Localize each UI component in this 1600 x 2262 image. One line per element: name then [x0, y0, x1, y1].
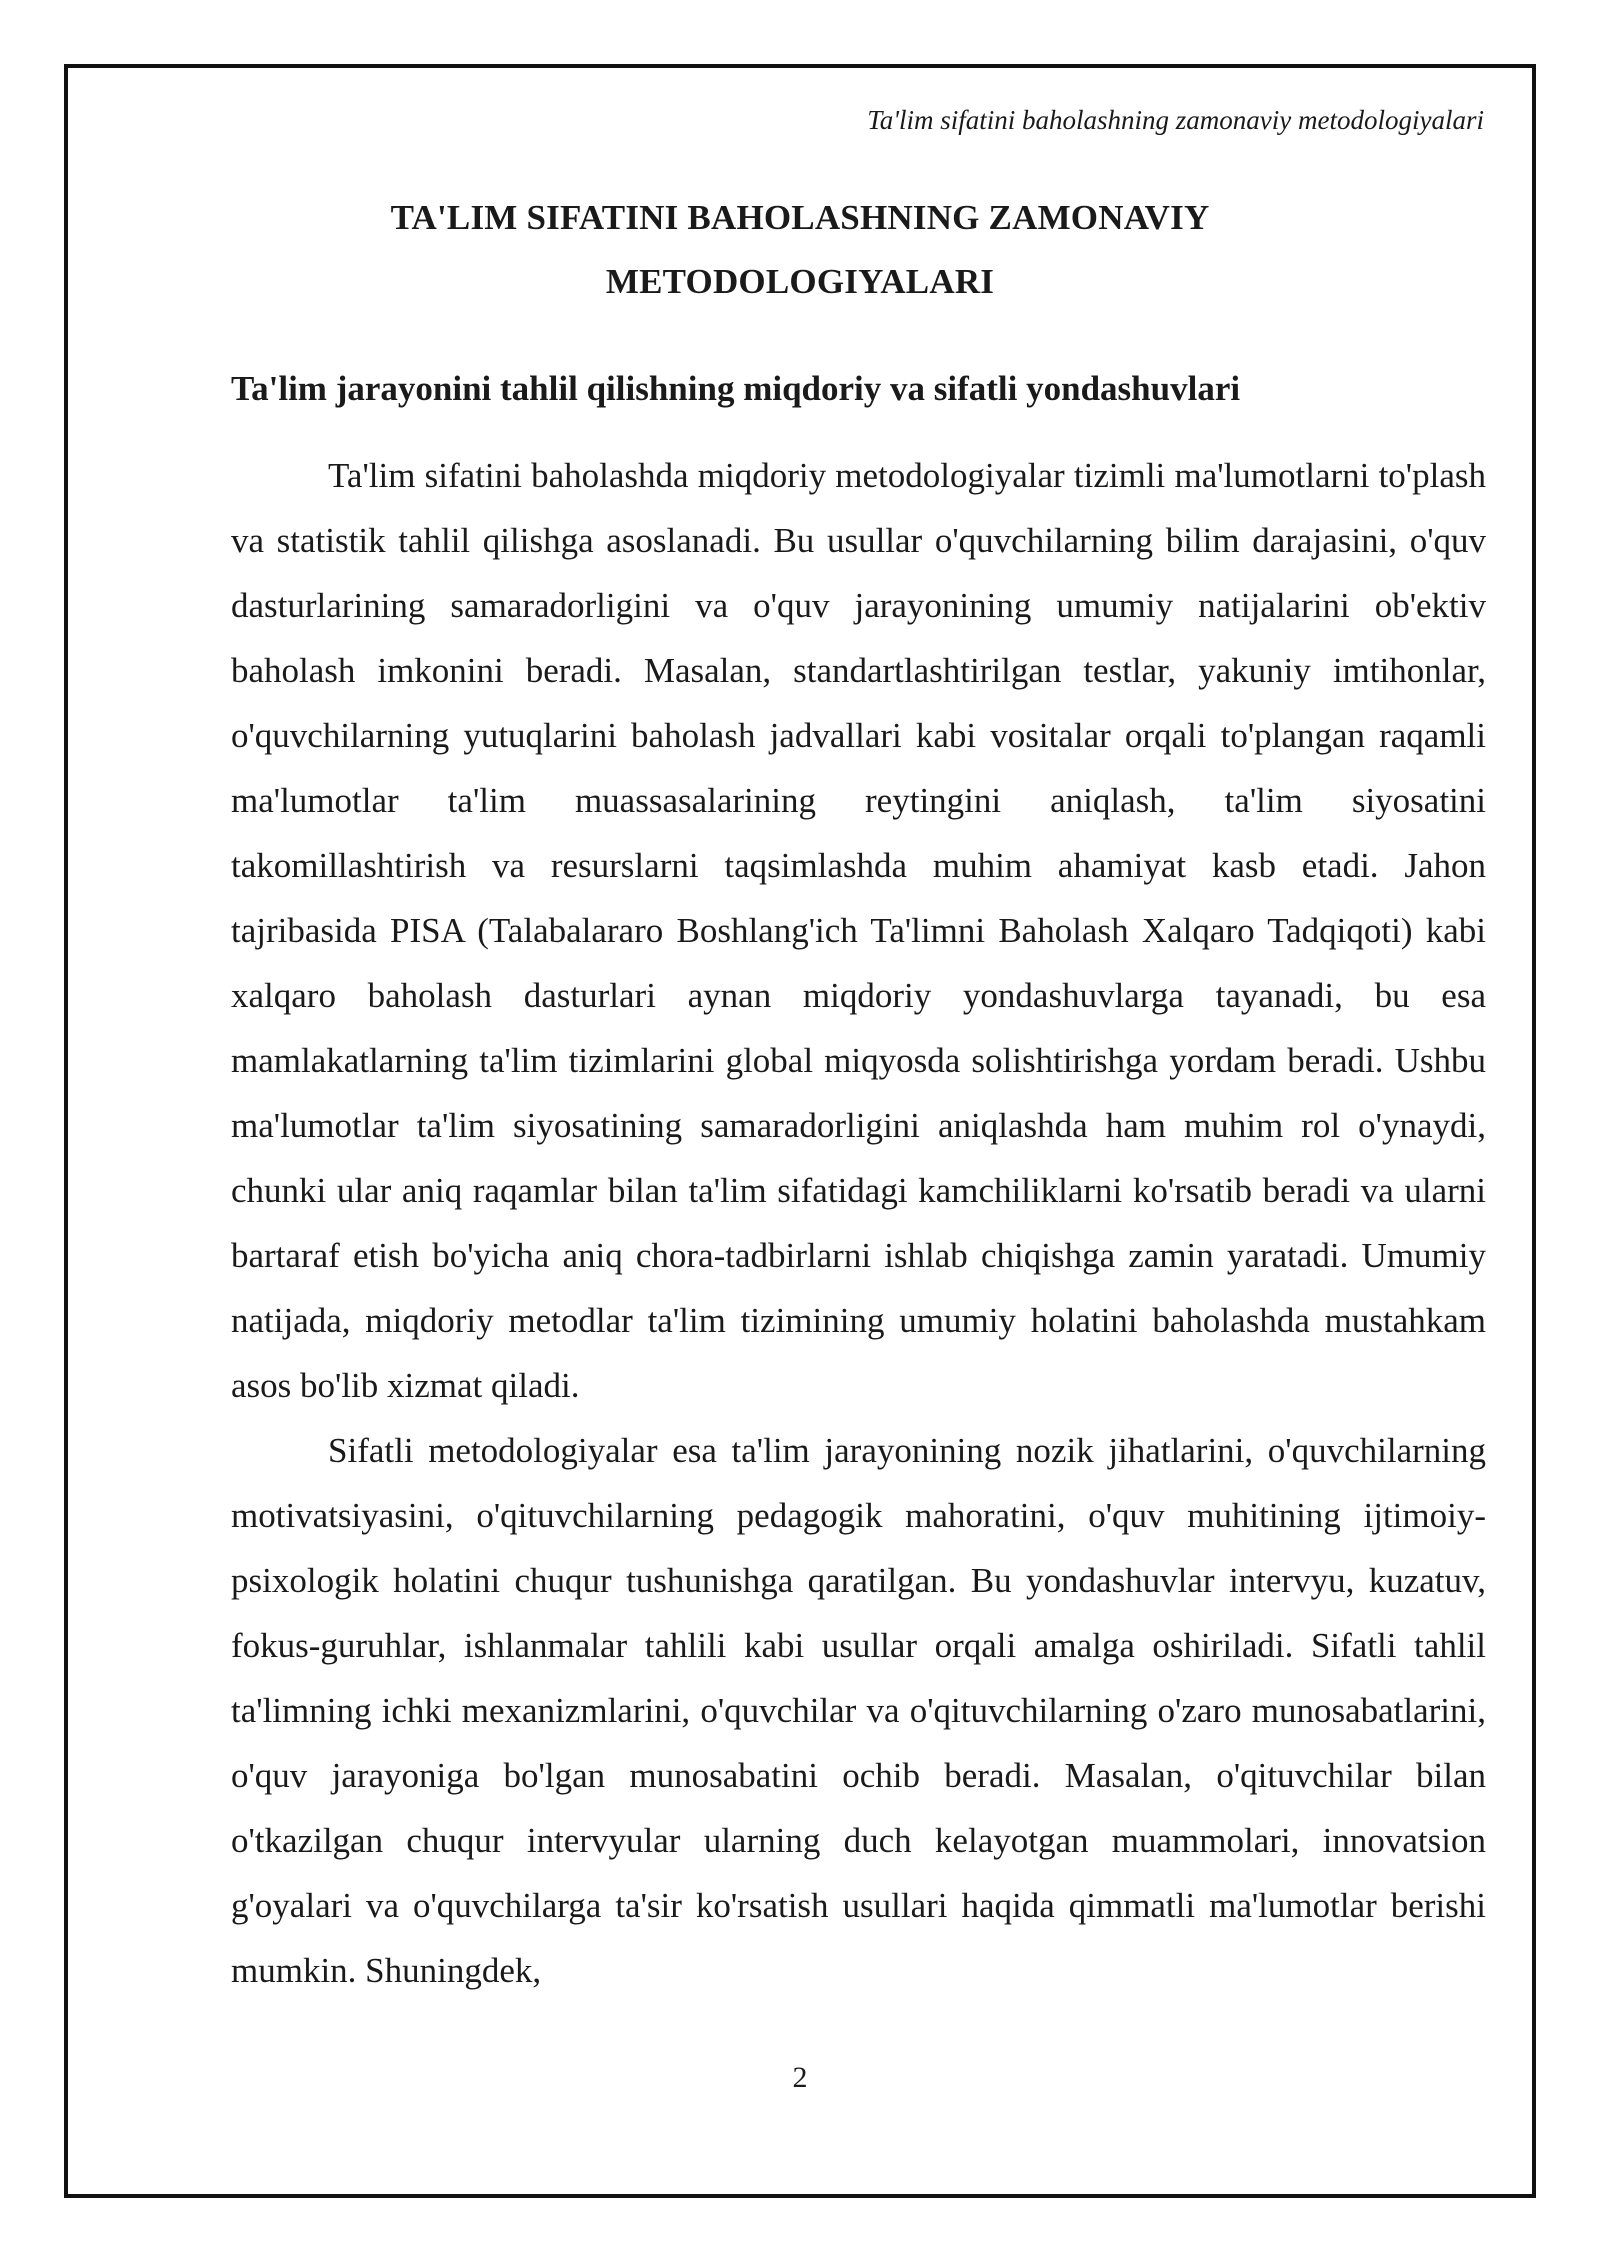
running-header: Ta'lim sifatini baholashning zamonaviy metodologiyalari: [867, 105, 1484, 135]
section-heading: Ta'lim jarayonini tahlil qilishning miqdoriy va sifatli yondashuvlari: [231, 369, 1241, 408]
paragraph-1: Ta'lim sifatini baholashda miqdoriy metodologiyalar tizimli ma'lumotlarni to'plash va statistik tahlil qilishga asoslanadi. Bu usullar o'quvchilarning bilim darajasini, o'quv dasturlarining samaradorligini va o'quv jarayonining umumiy natijalarini ob'ektiv baholash imkonini beradi. Masalan, standartlashtirilgan testlar, yakuniy imtihonlar, o'quvchilarning yutuqlarini baholash jadvallari kabi vositalar orqali to'plangan raqamli ma'lumotlar ta'lim muassasalarining reytingini aniqlash, ta'lim siyosatini takomillashtirish va resurslarni taqsimlashda muhim ahamiyat kasb etadi. Jahon tajribasida PISA (Talabalararo Boshlang'ich Ta'limni Baholash Xalqaro Tadqiqoti) kabi xalqaro baholash dasturlari aynan miqdoriy yondashuvlarga tayanadi, bu esa mamlakatlarning ta'lim tizimlarini global miqyosda solishtirishga yordam beradi. Ushbu ma'lumotlar ta'lim siyosatining samaradorligini aniqlashda ham muhim rol o'ynaydi, chunki ular aniq raqamlar bilan ta'lim sifatidagi kamchiliklarni ko'rsatib beradi va ularni bartaraf etish bo'yicha aniq chora-tadbirlarni ishlab chiqishga zamin yaratadi. Umumiy natijada, miqdoriy metodlar ta'lim tizimining umumiy holatini baholashda mustahkam asos bo'lib xizmat qiladi.: [231, 456, 1486, 1405]
page-number: 2: [792, 2061, 808, 2094]
document-title: [168, 186, 1432, 314]
paragraph-2: Sifatli metodologiyalar esa ta'lim jarayonining nozik jihatlarini, o'quvchilarning motivatsiyasini, o'qituvchilarning pedagogik mahoratini, o'quv muhitining ijtimoiy-psixologik holatini chuqur tushunishga qaratilgan. Bu yondashuvlar intervyu, kuzatuv, fokus-guruhlar, ishlanmalar tahlili kabi usullar orqali amalga oshiriladi. Sifatli tahlil ta'limning ichki mexanizmlarini, o'quvchilar va o'qituvchilarning o'zaro munosabatlarini, o'quv jarayoniga bo'lgan munosabatini ochib beradi. Masalan, o'qituvchilar bilan o'tkazilgan chuqur intervyular ularning duch kelayotgan muammolari, innovatsion g'oyalari va o'quvchilarga ta'sir ko'rsatish usullari haqida qimmatli ma'lumotlar berishi mumkin. Shuningdek,: [231, 1431, 1486, 1990]
document-title-line-1: TA'LIM SIFATINI BAHOLASHNING ZAMONAVIY: [390, 198, 1210, 237]
body-text: [231, 443, 1486, 2003]
page-border: [64, 64, 1536, 2198]
document-title-line-2: METODOLOGIYALARI: [605, 262, 995, 301]
